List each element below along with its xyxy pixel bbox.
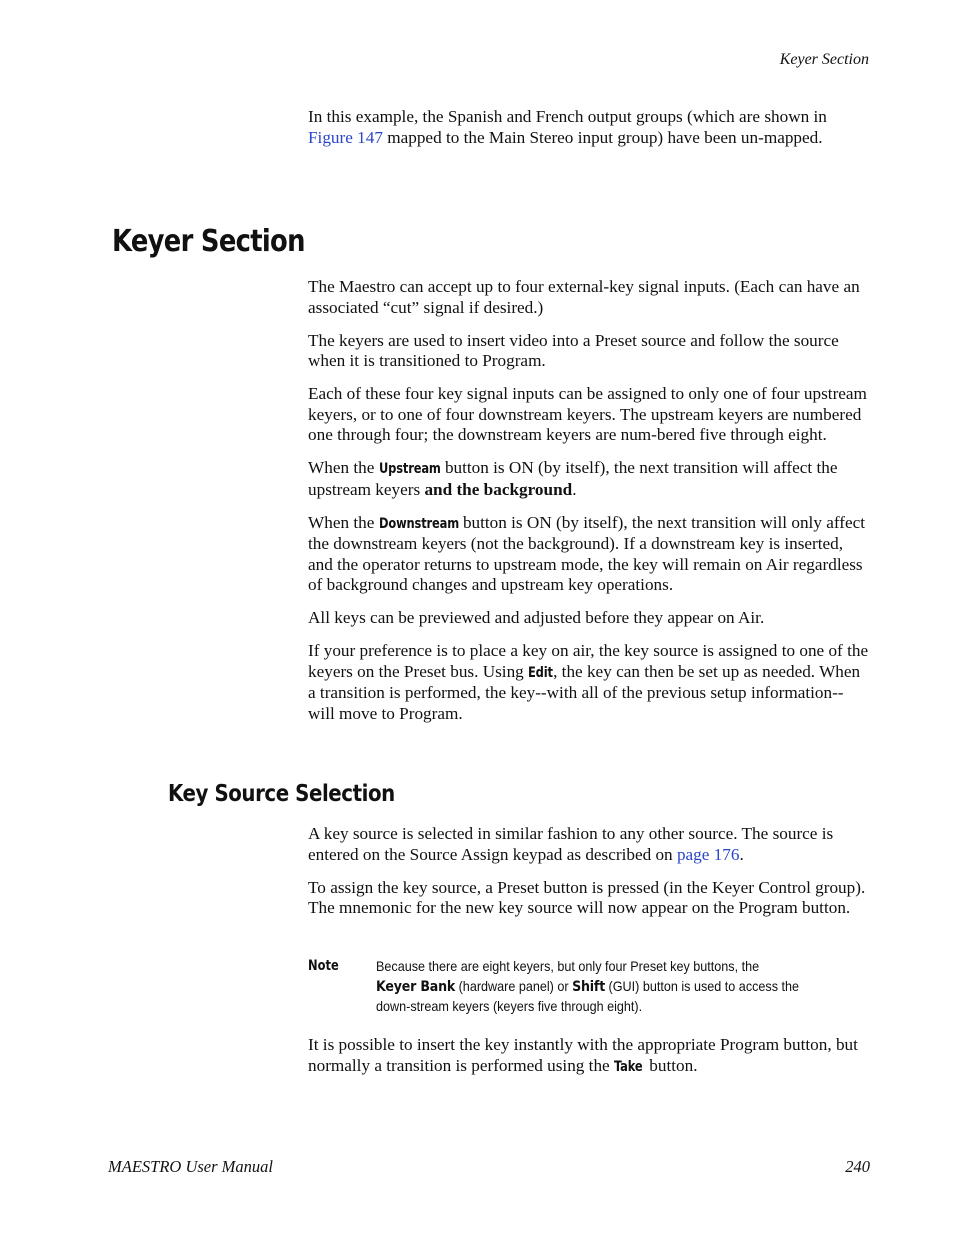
key-source-body xyxy=(308,824,870,931)
note-text xyxy=(376,957,826,1017)
keyer-section-body xyxy=(308,277,870,737)
text: button is ON (by itself), the next transition will affect the upstream keyers xyxy=(308,458,838,499)
footer-manual-title: MAESTRO User Manual xyxy=(108,1157,273,1176)
text: When the xyxy=(308,512,379,532)
edit-paragraph xyxy=(308,641,870,724)
figure-147-link[interactable]: Figure 147 xyxy=(308,127,383,147)
page-number: 240 xyxy=(845,1157,870,1176)
text: (hardware panel) or xyxy=(455,977,573,994)
paragraph: The keyers are used to insert video into a Preset source and follow the source when it is transitioned to Program. xyxy=(308,330,839,370)
paragraph xyxy=(308,824,870,865)
text: . xyxy=(739,844,744,864)
upstream-paragraph xyxy=(308,458,870,500)
closing-block xyxy=(308,1035,870,1090)
text: . xyxy=(572,479,577,499)
intro-paragraph xyxy=(308,107,870,148)
page-176-link[interactable]: page 176 xyxy=(676,844,740,864)
take-paragraph xyxy=(308,1035,870,1077)
take-button-label: Take xyxy=(613,1058,643,1075)
section-heading: Keyer Section xyxy=(112,224,305,259)
text: A key source is selected in similar fashion to any other source. The source is entered on the Source Assign keypad as described on xyxy=(308,824,834,864)
text: , the key can then be set up as needed. When a transition is performed, the key--with all of the previous setup information--will move to Program. xyxy=(308,661,861,723)
paragraph: Each of these four key signal inputs can be assigned to only one of four upstream keyers, or to one of four downstream keyers. The upstream keyers are numbered one through four; the downstream keyers are num-bered five through eight. xyxy=(308,384,867,444)
upstream-button-label: Upstream xyxy=(378,461,441,477)
bold-text: and the background xyxy=(424,479,573,499)
paragraph: The Maestro can accept up to four external-key signal inputs. (Each can have an associated “cut” signal if desired.) xyxy=(308,277,860,317)
text: When the xyxy=(308,458,379,477)
downstream-button-label: Downstream xyxy=(378,515,459,532)
downstream-paragraph xyxy=(308,513,870,596)
note-label: Note xyxy=(308,958,339,974)
running-header: Keyer Section xyxy=(779,51,869,68)
text: If your preference is to place a key on air, the key source is assigned to one of the keyers on the Preset bus. Using xyxy=(308,641,869,681)
paragraph: All keys can be previewed and adjusted before they appear on Air. xyxy=(308,608,765,627)
paragraph: To assign the key source, a Preset button is pressed (in the Keyer Control group). The mnemonic for the new key source will now appear on the Program button. xyxy=(308,877,866,917)
keyer-bank-button-label: Keyer Bank xyxy=(376,978,456,995)
intro-text: In this example, the Spanish and French output groups (which are shown in xyxy=(308,107,827,126)
intro-block xyxy=(308,107,870,161)
intro-text-end: mapped to the Main Stereo input group) have been un-mapped. xyxy=(382,127,823,147)
note-block xyxy=(308,957,870,1017)
text: button. xyxy=(644,1055,698,1075)
shift-button-label: Shift xyxy=(572,978,606,995)
text: It is possible to insert the key instantly with the appropriate Program button, but normally a transition is performed using the xyxy=(308,1035,858,1075)
edit-button-label: Edit xyxy=(528,664,553,681)
subsection-heading: Key Source Selection xyxy=(168,781,395,807)
text: Because there are eight keyers, but only four Preset key buttons, the xyxy=(376,958,760,974)
text: button is ON (by itself), the next transition will only affect the downstream keyers (not the background). If a downstream key is inserted, and the operator returns to upstream mode, the key will remain on Air regardless of background changes and upstream key operations. xyxy=(308,512,866,594)
text: (GUI) button is used to access the down-stream keyers (keyers five through eight). xyxy=(376,977,800,1014)
